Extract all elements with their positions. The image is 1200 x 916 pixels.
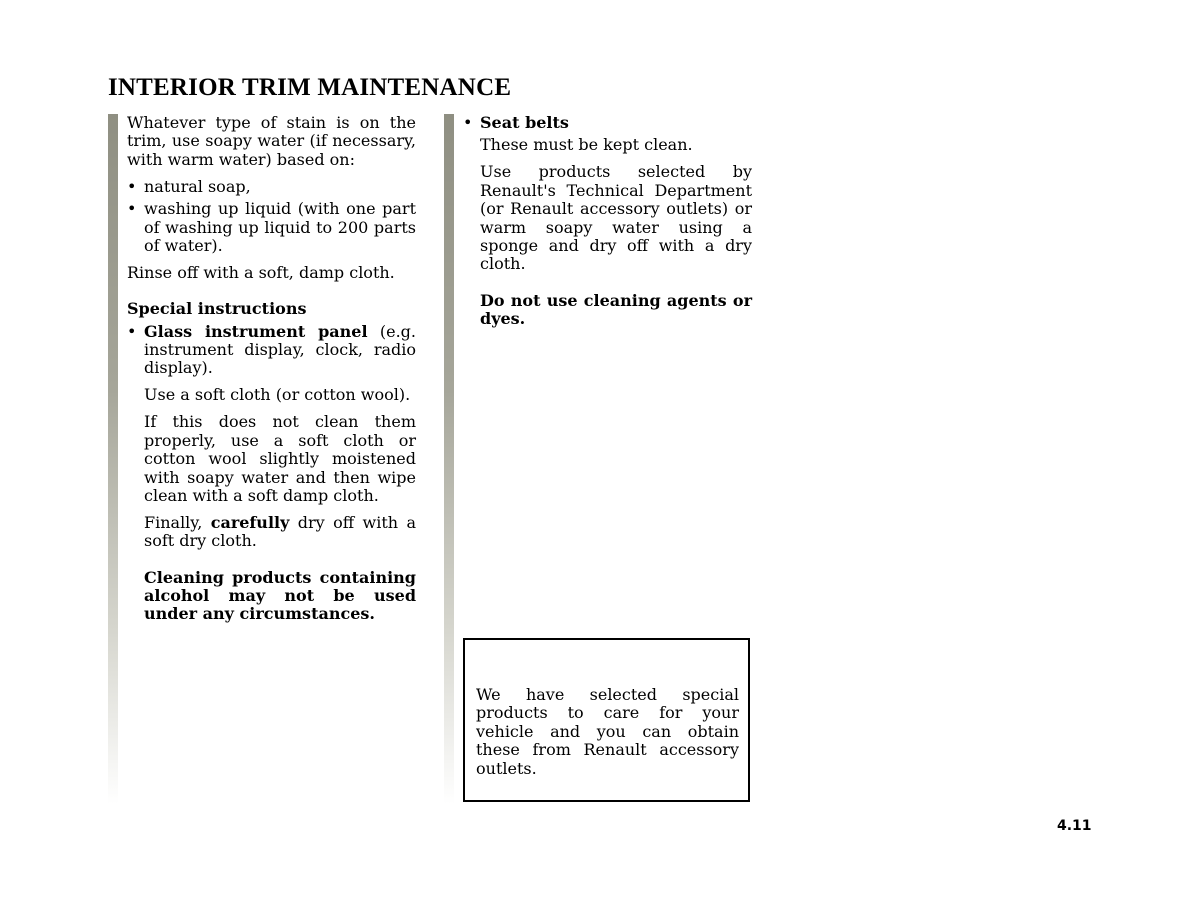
- glass-panel-details: [127, 386, 416, 623]
- finally-post: dry off with a soft dry cloth.: [144, 512, 416, 551]
- cleaning-agents-warning: Do not use cleaning agents or dyes.: [480, 290, 752, 329]
- bullet-text: natural soap,: [144, 176, 251, 196]
- special-instructions-heading: Special instructions: [127, 299, 307, 319]
- note-box: [463, 638, 750, 802]
- bullet-icon: •: [127, 176, 137, 196]
- bullet-item: [127, 200, 416, 255]
- keep-clean-paragraph: These must be kept clean.: [480, 135, 693, 155]
- margin-bar-left: [108, 114, 118, 804]
- soft-cloth-paragraph: Use a soft cloth (or cotton wool).: [144, 385, 411, 405]
- glass-panel-item: [127, 323, 416, 378]
- glass-panel-description: (e.g. instrument display, clock, radio display).: [144, 321, 416, 378]
- if-not-clean-paragraph: If this does not clean them properly, use a soft cloth or cotton wool slightly moistened with soapy water and then wipe clean with a soft damp cloth.: [144, 412, 416, 505]
- seat-belts-details: [463, 136, 752, 328]
- bullet-icon: •: [127, 199, 137, 219]
- glass-panel-label: Glass instrument panel: [144, 321, 368, 341]
- rinse-paragraph: Rinse off with a soft, damp cloth.: [127, 262, 395, 282]
- carefully-emphasis: carefully: [210, 512, 290, 532]
- finally-paragraph: [144, 514, 416, 551]
- seat-belts-label: Seat belts: [480, 113, 569, 132]
- bullet-text: washing up liquid (with one part of washing up liquid to 200 parts of water).: [144, 199, 416, 255]
- page-number: 4.11: [1057, 818, 1092, 834]
- page-title: INTERIOR TRIM MAINTENANCE: [108, 74, 512, 101]
- finally-pre: Finally,: [144, 512, 211, 532]
- glass-panel-text: [144, 322, 416, 378]
- bullet-icon: •: [127, 321, 137, 341]
- margin-bar-right: [444, 114, 454, 804]
- bullet-item: [127, 178, 416, 196]
- intro-paragraph: Whatever type of stain is on the trim, use soapy water (if necessary, with warm water) based on:: [127, 113, 416, 169]
- alcohol-warning: Cleaning products containing alcohol may not be used under any circumstances.: [144, 567, 416, 624]
- column-right: [463, 114, 752, 329]
- use-products-paragraph: Use products selected by Renault's Technical Department (or Renault accessory outlets) or warm soapy water using a sponge and dry off with a dry cloth.: [480, 162, 752, 274]
- bullet-icon: •: [463, 113, 473, 132]
- note-text: We have selected special products to care for your vehicle and you can obtain these from Renault accessory outlets.: [476, 685, 739, 778]
- seat-belts-item: [463, 114, 752, 132]
- column-left: [127, 114, 416, 624]
